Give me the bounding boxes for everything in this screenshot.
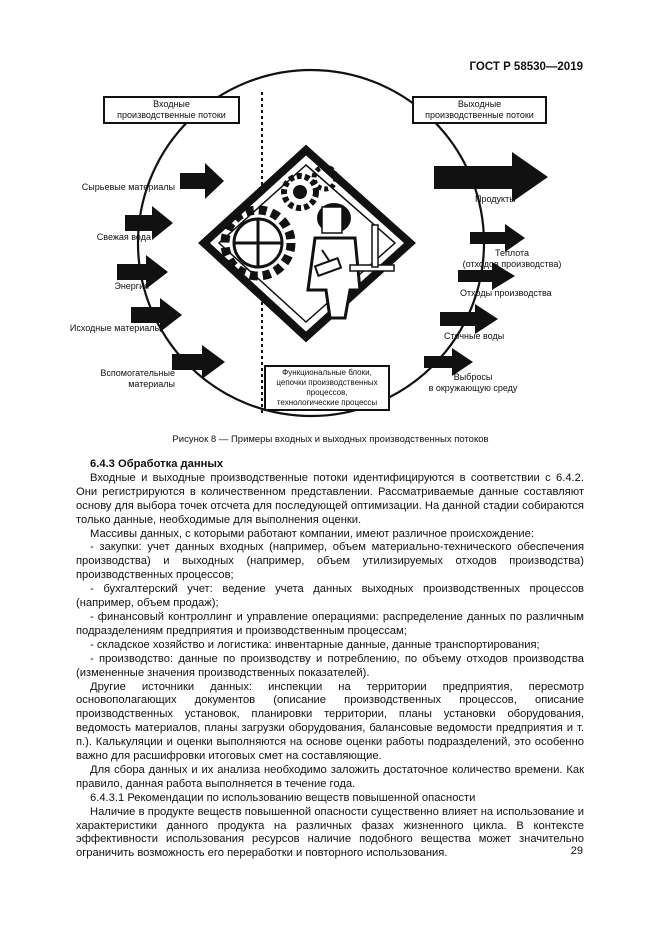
process-illustration-icon <box>204 150 410 337</box>
arrow-output-4 <box>440 304 498 334</box>
output-label-2: Теплота (отходов производства) <box>462 248 562 269</box>
paragraph: Входные и выходные производственные потоки идентифицируются в соответствии с 6.4.2. Они регистрируются в количественном представлении. Рассматриваемые данные составляют основу для выбора точек отсчета для последующей оптимизации. На данной стадии собираются только данные, необходимые для выполнения оценки. <box>76 471 584 526</box>
input-label-1: Сырьевые материалы <box>81 182 175 192</box>
document-id: ГОСТ Р 58530—2019 <box>469 61 583 73</box>
figure-caption: Рисунок 8 — Примеры входных и выходных производственных потоков <box>172 434 489 445</box>
subsection-heading: 6.4.3.1 Рекомендации по использованию веществ повышенной опасности <box>90 791 476 804</box>
input-label-3: Энергия <box>114 281 149 291</box>
page-number: 29 <box>570 845 583 857</box>
output-label-3: Отходы производства <box>460 288 552 298</box>
output-label-4: Сточные воды <box>444 331 505 341</box>
list-item: - производство: данные по производству и потреблению, по объему отходов производства (измененные значения производственных показателей). <box>76 652 584 679</box>
input-flows-title: Входные производственные потоки <box>103 96 240 124</box>
process-blocks-box: Функциональные блоки, цепочки производственных процессов, технологические процессы <box>264 365 390 411</box>
list-item: - закупки: учет данных входных (например, объем материально-технического обеспечения производства) и выходных (например, объем утилизируемых отходов производства) производственных процессов; <box>76 541 584 582</box>
arrow-input-1 <box>180 163 224 199</box>
list-item: - складское хозяйство и логистика: инвентарные данные, данные транспортирования; <box>90 638 540 651</box>
list-item: - финансовый контроллинг и управление операциями: распределение данных по различным подразделениям предприятия и производственным процессам; <box>76 610 584 637</box>
input-arrows <box>117 163 225 379</box>
paragraph: Для сбора данных и их анализа необходимо заложить достаточное количество времени. Как правило, данная работа выполняется в течение года. <box>76 763 584 790</box>
list-item: - бухгалтерский учет: ведение учета данных выходных производственных процессов (например, объем продаж); <box>76 583 584 610</box>
section-heading: 6.4.3 Обработка данных <box>90 458 224 470</box>
input-label-2: Свежая вода <box>96 232 151 242</box>
paragraph: Наличие в продукте веществ повышенной опасности существенно влияет на использование и характеристики данного продукта на различных фазах жизненного цикла. В контексте эффективности использования ресурсов наличие подобного вещества может значительно ограничить возможность его переработки и повторного использования. <box>76 805 584 860</box>
output-flows-title: Выходные производственные потоки <box>412 96 547 124</box>
output-label-1: Продукты <box>475 194 516 204</box>
figure-8 <box>0 0 661 430</box>
paragraph: Массивы данных, с которыми работают компании, имеют различное происхождение: <box>90 527 535 540</box>
section-body <box>76 458 584 861</box>
input-label-5: Вспомогательные материалы <box>100 368 175 389</box>
output-label-5: Выбросы в окружающую среду <box>428 372 518 393</box>
input-label-4: Исходные материалы <box>69 323 161 333</box>
paragraph: Другие источники данных: инспекции на территории предприятия, пересмотр основополагающих документов (описание производственных процессов, описание производственных установок, планировки территории, планы установки оборудования, ведомость материалов, планы загрузки оборудования, балансовые ведомости предприятия и т. п.). Калькуляции и оценки выполняются на основе оценки работы подразделений, это особенно важно для расшифровки итоговых смет на составляющие. <box>76 680 584 763</box>
